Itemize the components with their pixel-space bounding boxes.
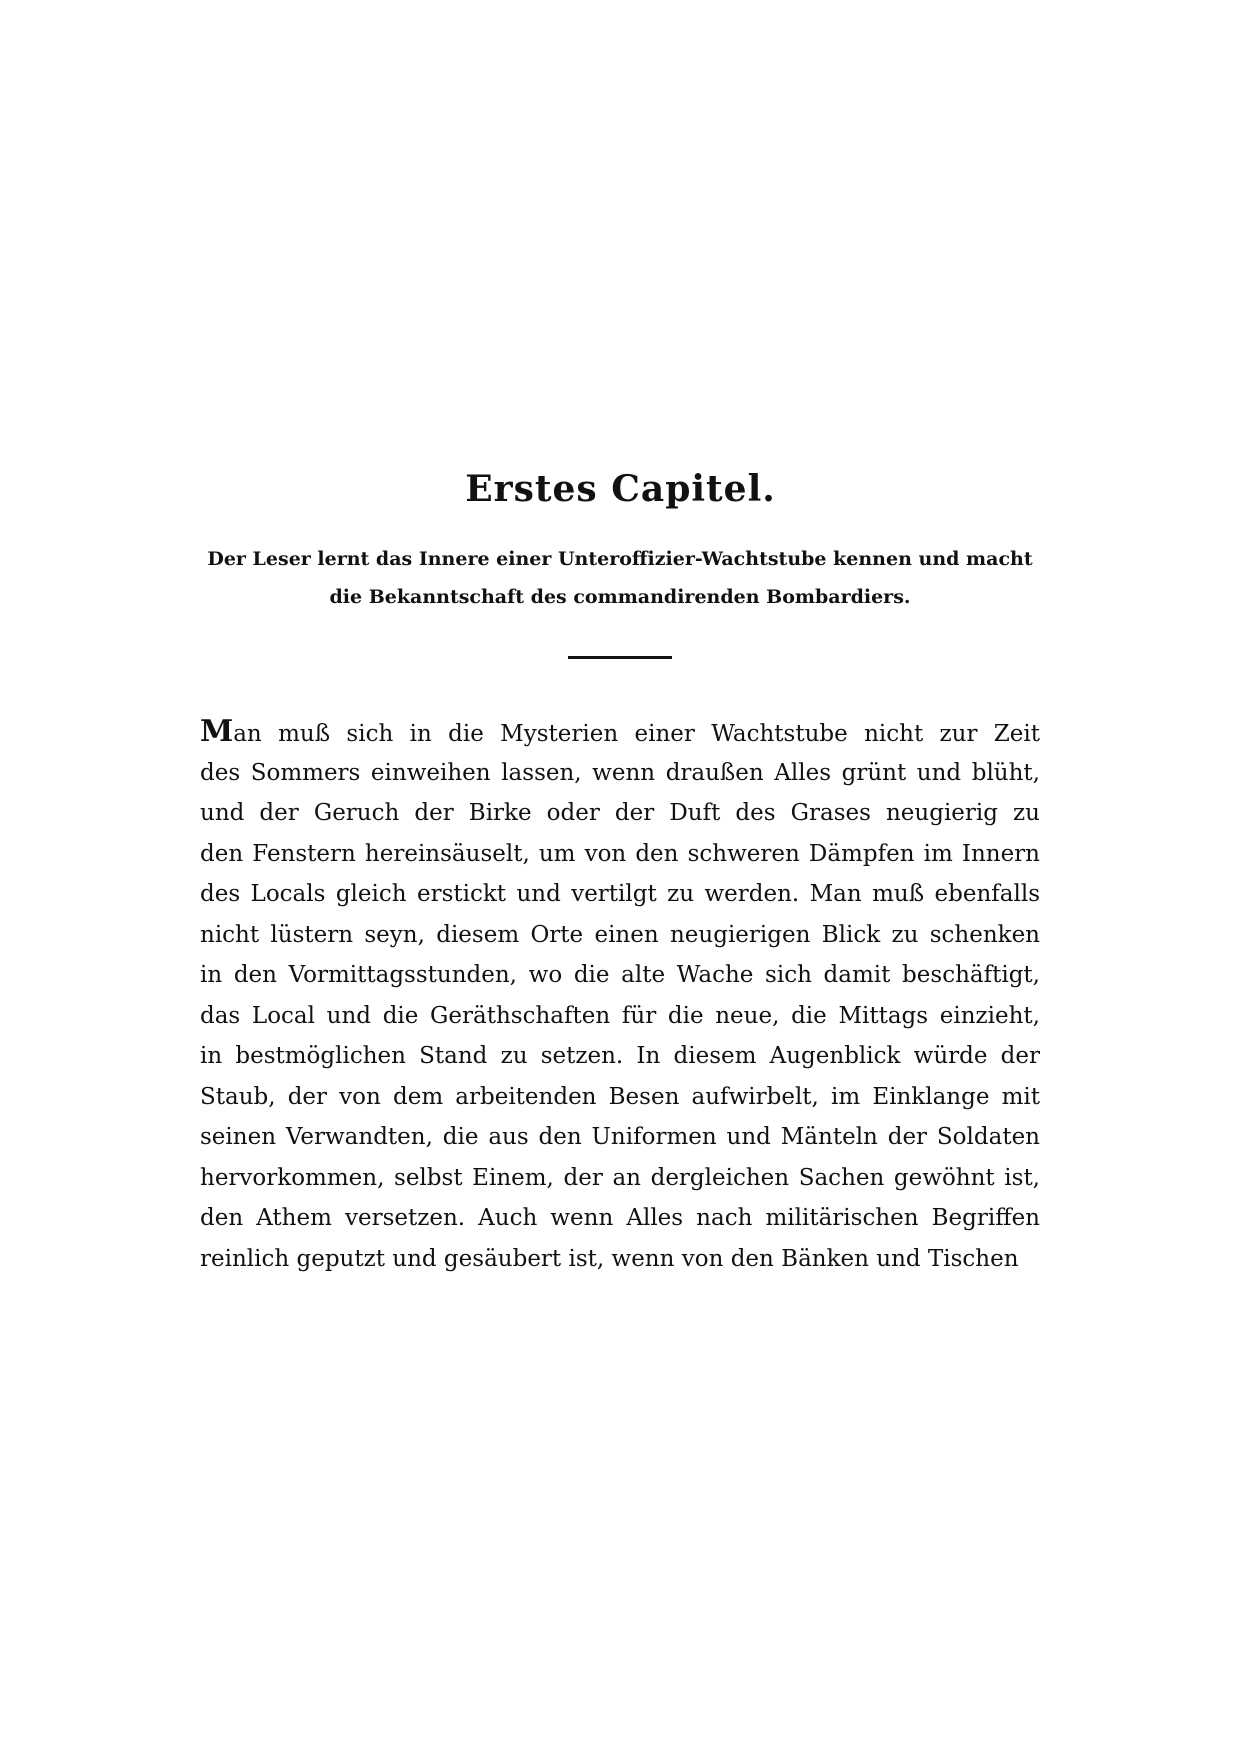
body-line: des Sommers einweihen lassen, wenn draußen Alles grünt und blüht, xyxy=(200,759,1040,786)
body-line: das Local und die Geräthschaften für die neue, die Mittags einzieht, xyxy=(200,1002,1040,1029)
body-line: seinen Verwandten, die aus den Uniformen und Mänteln der Soldaten xyxy=(200,1124,1040,1150)
section-divider xyxy=(568,656,672,659)
body-line: und der Geruch der Birke oder der Duft des Grases neugierig zu xyxy=(200,800,1040,826)
body-line: des Locals gleich erstickt und vertilgt zu werden. Man muß ebenfalls xyxy=(200,881,1040,907)
body-line: den Fenstern hereinsäuselt, um von den schweren Dämpfen im Innern xyxy=(200,840,1040,867)
chapter-summary xyxy=(200,540,1040,616)
body-line-text: an muß sich in die Mysterien einer Wachtstube nicht zur Zeit xyxy=(233,721,1040,747)
chapter-summary-line: Der Leser lernt das Innere einer Unteroffizier-Wachtstube kennen und macht xyxy=(207,548,1033,570)
chapter-title: Erstes Capitel. xyxy=(465,468,776,510)
body-line: hervorkommen, selbst Einem, der an dergleichen Sachen gewöhnt ist, xyxy=(200,1164,1040,1191)
body-line: in den Vormittagsstunden, wo die alte Wache sich damit beschäftigt, xyxy=(200,962,1040,988)
body-line: den Athem versetzen. Auch wenn Alles nach militärischen Begriffen xyxy=(200,1205,1040,1231)
body-paragraph xyxy=(200,712,1040,1279)
body-line: reinlich geputzt und gesäubert ist, wenn von den Bänken und Tischen xyxy=(200,1245,1019,1272)
drop-cap: M xyxy=(200,714,234,749)
body-line: nicht lüstern seyn, diesem Orte einen neugierigen Blick zu schenken xyxy=(200,921,1040,948)
body-line xyxy=(200,712,1040,753)
body-line: in bestmöglichen Stand zu setzen. In diesem Augenblick würde der xyxy=(200,1043,1040,1069)
body-line: Staub, der von dem arbeitenden Besen aufwirbelt, im Einklange mit xyxy=(200,1083,1040,1110)
chapter-summary-line: die Bekanntschaft des commandirenden Bombardiers. xyxy=(329,586,911,608)
